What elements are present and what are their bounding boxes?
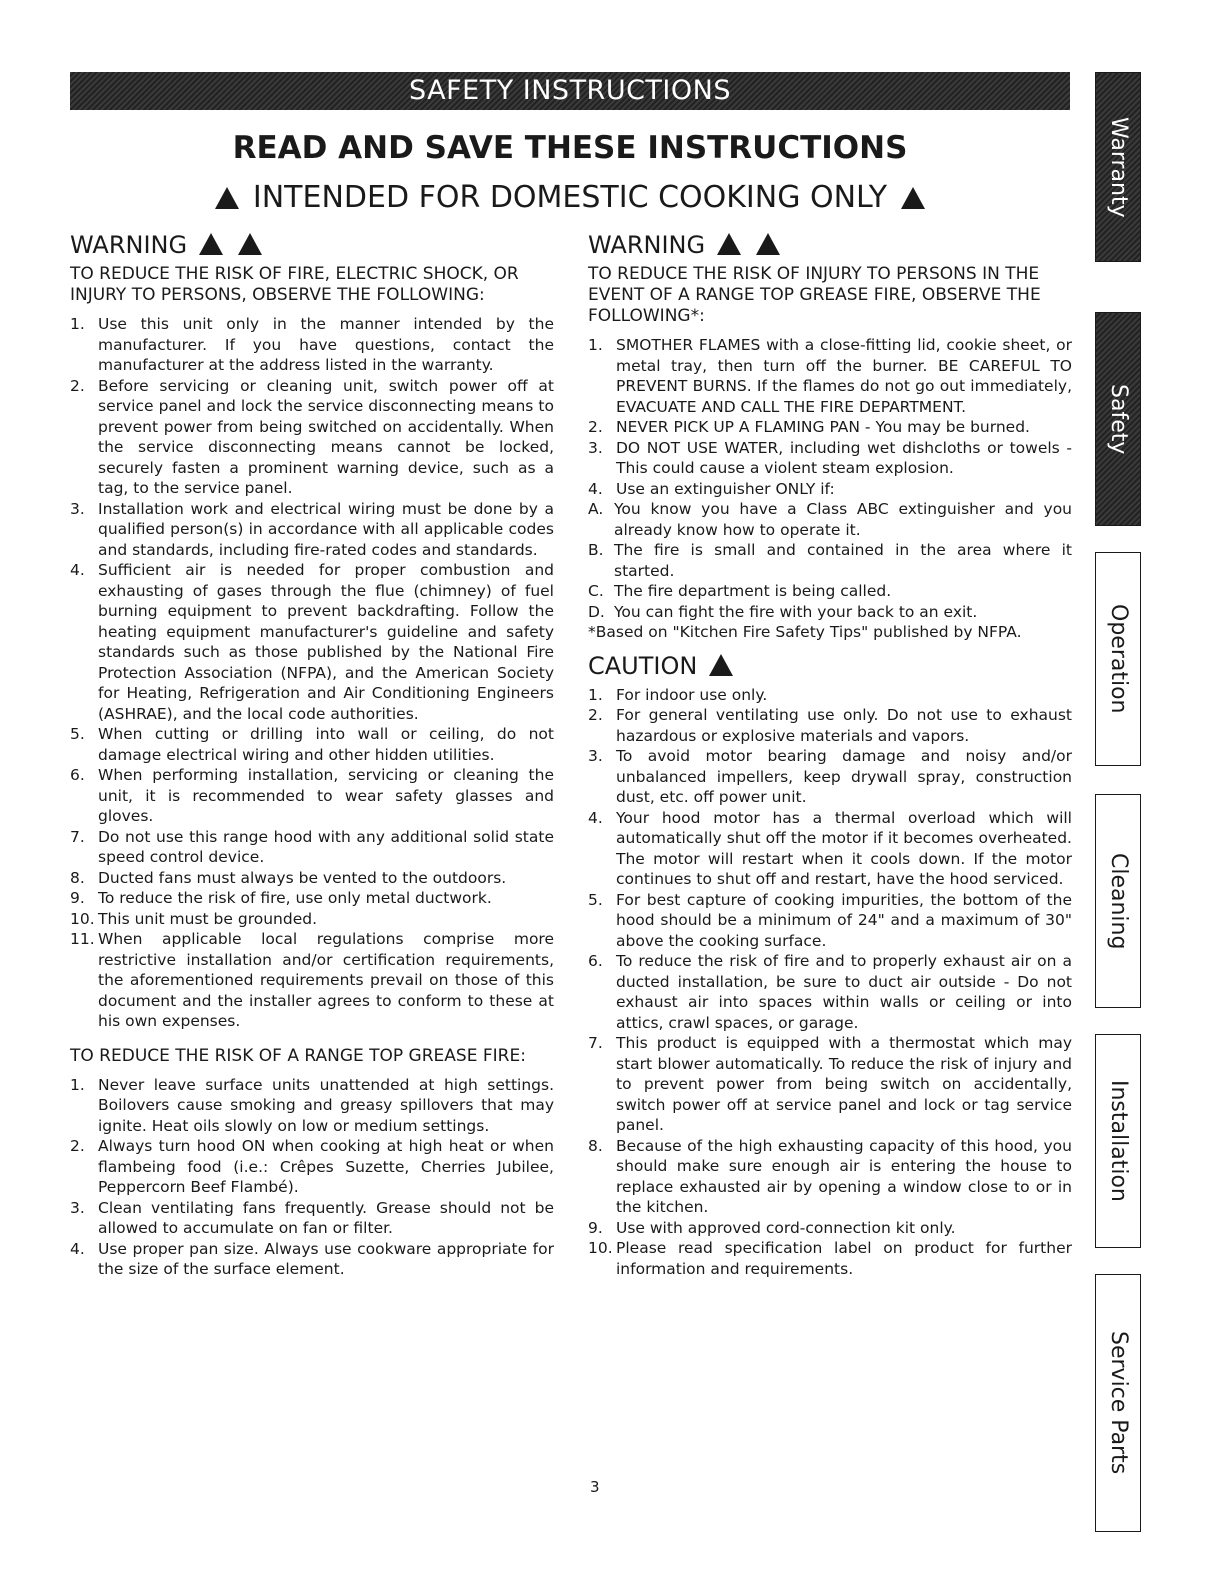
- list-item-text: You can fight the fire with your back to an exit.: [614, 602, 978, 621]
- tab-service-parts[interactable]: [1095, 1274, 1141, 1532]
- list-item-number: 1.: [588, 685, 603, 704]
- list-item-number: 9.: [588, 1218, 603, 1237]
- list-item: [70, 868, 554, 889]
- left-column: [70, 228, 554, 1280]
- list-item-number: 10.: [588, 1239, 613, 1257]
- left-warning-heading: [70, 228, 554, 262]
- list-item: [588, 685, 1072, 706]
- list-item-number: 10.: [70, 909, 95, 928]
- list-item-number: 1.: [70, 315, 85, 333]
- list-item: [70, 499, 554, 561]
- list-item-number: 3.: [70, 1198, 85, 1217]
- list-item-text: For indoor use only.: [616, 685, 768, 704]
- right-warning-intro: TO REDUCE THE RISK OF INJURY TO PERSONS IN THE EVENT OF A RANGE TOP GREASE FIRE, OBSERVE THE FOLLOWING*:: [588, 264, 1041, 326]
- subtitle-text: INTENDED FOR DOMESTIC COOKING ONLY: [252, 180, 888, 215]
- list-item: [70, 765, 554, 827]
- list-item-text: The fire is small and contained in the area where it started.: [614, 541, 1072, 580]
- list-item: [70, 909, 554, 930]
- grease-fire-list: [70, 1075, 554, 1280]
- list-item-number: D.: [588, 602, 605, 621]
- warning-triangle-icon: [717, 233, 741, 255]
- list-item: [70, 724, 554, 765]
- list-item: [70, 929, 554, 1032]
- tab-label: Cleaning: [1106, 852, 1131, 950]
- list-item-number: 2.: [70, 376, 85, 395]
- list-item-text: This unit must be grounded.: [98, 909, 318, 928]
- list-item-number: 2.: [588, 706, 603, 724]
- heading-text: CAUTION: [588, 651, 698, 680]
- list-item: [588, 335, 1072, 417]
- list-item-number: B.: [588, 541, 604, 559]
- warning-triangle-icon: [709, 654, 733, 676]
- list-item-text: Sufficient air is needed for proper combustion and exhausting of gases through the flue (chimney) of fuel burning equipment to prevent backdrafting. Follow the heating equipment manufacturer's guideline and safety standards such as those published by the National Fire Protection Association (NFPA), and the American Society for Heating, Refrigeration and Air Conditioning Engineers (ASHRAE), and the local code authorities.: [98, 561, 554, 723]
- list-item-text: Before servicing or cleaning unit, switch power off at service panel and lock the service disconnecting means to prevent power from being switched on accidentally. When the service disconnecting means cannot be locked, securely fasten a prominent warning device, such as a tag, to the service panel.: [98, 376, 554, 497]
- list-item-number: 7.: [70, 827, 85, 846]
- list-item: [588, 1136, 1072, 1218]
- tab-installation[interactable]: [1095, 1034, 1141, 1248]
- list-item-number: 9.: [70, 889, 85, 907]
- list-item: [588, 705, 1072, 746]
- page-subtitle: [70, 178, 1070, 218]
- list-item: [70, 1198, 554, 1239]
- list-item-number: 11.: [70, 930, 95, 948]
- list-item-text: You know you have a Class ABC extinguisher and you already know how to operate it.: [614, 500, 1072, 539]
- list-item: [588, 890, 1072, 952]
- list-item: [588, 438, 1072, 479]
- list-item-number: 1.: [70, 1075, 85, 1094]
- list-item: [70, 888, 554, 909]
- list-item: [70, 1239, 554, 1280]
- right-warning-list: [588, 335, 1072, 499]
- list-item-number: 4.: [588, 479, 603, 498]
- list-item-text: When performing installation, servicing or cleaning the unit, it is recommended to wear safety glasses and gloves.: [98, 766, 554, 825]
- list-item-text: Please read specification label on product for further information and requirements.: [616, 1239, 1072, 1278]
- list-item: [70, 1075, 554, 1137]
- list-item: [588, 808, 1072, 890]
- list-item-number: 8.: [588, 1136, 603, 1155]
- list-item-number: 3.: [70, 499, 85, 518]
- page-title: READ AND SAVE THESE INSTRUCTIONS: [232, 130, 908, 166]
- list-item: [70, 376, 554, 499]
- list-item-text: Use with approved cord-connection kit only.: [616, 1218, 956, 1237]
- list-item-number: A.: [588, 500, 604, 518]
- right-warning-heading: [588, 228, 1072, 262]
- list-item-number: 4.: [588, 808, 603, 827]
- list-item: [588, 951, 1072, 1033]
- list-item-text: Clean ventilating fans frequently. Grease should not be allowed to accumulate on fan or filter.: [98, 1198, 554, 1237]
- list-item-text: Ducted fans must always be vented to the outdoors.: [98, 868, 507, 887]
- list-item-number: 6.: [70, 766, 85, 784]
- warning-triangle-icon: [199, 233, 223, 255]
- warning-triangle-icon: [215, 187, 239, 209]
- list-item: [70, 827, 554, 868]
- list-item-number: 3.: [588, 747, 603, 765]
- list-item-number: 5.: [70, 725, 85, 743]
- tab-label: Installation: [1106, 1080, 1131, 1202]
- list-item-text: To reduce the risk of fire, use only metal ductwork.: [98, 889, 492, 907]
- list-item: [588, 417, 1072, 438]
- tab-operation[interactable]: [1095, 552, 1141, 766]
- list-item: [588, 540, 1072, 581]
- list-item-text: Do not use this range hood with any additional solid state speed control device.: [98, 827, 554, 866]
- list-item-text: When applicable local regulations comprise more restrictive installation and/or certification requirements, the aforementioned requirements prevail on those of this document and the installer agrees to conform to these at his own expenses.: [98, 930, 554, 1030]
- list-item: [588, 1033, 1072, 1136]
- list-item-text: SMOTHER FLAMES with a close-fitting lid, cookie sheet, or metal tray, then turn off the burner. BE CAREFUL TO PREVENT BURNS. If the flames do not go out immediately, EVACUATE AND CALL THE FIRE DEPARTMENT.: [616, 336, 1072, 416]
- list-item-number: 8.: [70, 868, 85, 887]
- list-item-number: 1.: [588, 336, 603, 354]
- list-item-number: 7.: [588, 1034, 603, 1052]
- list-item: [70, 1136, 554, 1198]
- list-item-number: 3.: [588, 438, 603, 457]
- list-item: [588, 479, 1072, 500]
- list-item-text: When cutting or drilling into wall or ceiling, do not damage electrical wiring and other hidden utilities.: [98, 725, 554, 764]
- section-banner: SAFETY INSTRUCTIONS: [70, 72, 1070, 110]
- warning-triangle-icon: [901, 187, 925, 209]
- heading-text: WARNING: [588, 231, 706, 259]
- page-number: 3: [590, 1478, 600, 1496]
- list-item-number: 6.: [588, 952, 603, 970]
- list-item-text: Your hood motor has a thermal overload which will automatically shut off the motor if it becomes overheated. The motor will restart when it cools down. If the motor continues to shut off and restart, have the hood serviced.: [616, 808, 1072, 888]
- tab-label: Warranty: [1106, 116, 1131, 218]
- list-item-text: To reduce the risk of fire and to properly exhaust air on a ducted installation, be sure to duct air outside - Do not exhaust air into spaces within walls or ceiling or into attics, crawl spaces, or garage.: [616, 952, 1072, 1032]
- shock-warning-icon: [238, 233, 262, 255]
- list-item-text: Use this unit only in the manner intended by the manufacturer. If you have questions, contact the manufacturer at the address listed in the warranty.: [98, 315, 554, 374]
- list-item-number: 4.: [70, 561, 85, 579]
- list-item-text: Because of the high exhausting capacity of this hood, you should make sure enough air is entering the house to replace exhausted air by opening a window close to or in the kitchen.: [616, 1136, 1072, 1216]
- list-item-text: Installation work and electrical wiring must be done by a qualified person(s) in accordance with all applicable codes and standards, including fire-rated codes and standards.: [98, 499, 554, 559]
- tab-label: Safety: [1106, 383, 1131, 455]
- list-item-number: 4.: [70, 1239, 85, 1258]
- right-column: [588, 228, 1072, 1279]
- list-item-number: C.: [588, 582, 604, 600]
- left-warning-intro: TO REDUCE THE RISK OF FIRE, ELECTRIC SHOCK, OR INJURY TO PERSONS, OBSERVE THE FOLLOWING:: [70, 264, 519, 305]
- fire-warning-icon: [756, 233, 780, 255]
- list-item-number: 2.: [70, 1137, 85, 1155]
- left-warning-list: [70, 314, 554, 1032]
- tab-safety[interactable]: [1095, 312, 1141, 526]
- list-item-text: Use an extinguisher ONLY if:: [616, 479, 835, 498]
- grease-fire-intro: TO REDUCE THE RISK OF A RANGE TOP GREASE FIRE:: [70, 1045, 526, 1066]
- list-item-text: To avoid motor bearing damage and noisy and/or unbalanced impellers, keep drywall spray, construction dust, etc. off power unit.: [616, 747, 1072, 806]
- list-item-text: For best capture of cooking impurities, the bottom of the hood should be a minimum of 24" and a maximum of 30" above the cooking surface.: [616, 890, 1072, 950]
- list-item: [588, 746, 1072, 808]
- list-item-text: For general ventilating use only. Do not use to exhaust hazardous or explosive materials and vapors.: [616, 706, 1072, 745]
- tab-warranty[interactable]: [1095, 72, 1141, 262]
- list-item: [588, 602, 1072, 623]
- list-item-text: This product is equipped with a thermostat which may start blower automatically. To reduce the risk of injury and to prevent power from being switch on accidentally, switch power off at service panel and lock or tag service panel.: [616, 1034, 1072, 1134]
- list-item-text: The fire department is being called.: [614, 582, 892, 600]
- nfpa-footnote: *Based on "Kitchen Fire Safety Tips" published by NFPA.: [588, 623, 1022, 641]
- list-item-text: Use proper pan size. Always use cookware appropriate for the size of the surface element.: [98, 1239, 554, 1278]
- list-item: [70, 560, 554, 724]
- list-item-text: Never leave surface units unattended at high settings. Boilovers cause smoking and greasy spillovers that may ignite. Heat oils slowly on low or medium settings.: [98, 1075, 554, 1135]
- list-item-text: Always turn hood ON when cooking at high heat or when flambeing food (i.e.: Crêpes Suzette, Cherries Jubilee, Peppercorn Beef Flambé).: [98, 1137, 554, 1196]
- list-item-text: NEVER PICK UP A FLAMING PAN - You may be burned.: [616, 418, 1030, 436]
- list-item: [588, 581, 1072, 602]
- list-item-number: 5.: [588, 890, 603, 909]
- tab-label: Service Parts: [1106, 1331, 1131, 1475]
- list-item: [588, 1238, 1072, 1279]
- list-item-text: DO NOT USE WATER, including wet dishcloths or towels - This could cause a violent steam explosion.: [616, 438, 1072, 477]
- list-item-number: 2.: [588, 418, 603, 436]
- tab-label: Operation: [1106, 604, 1131, 714]
- heading-text: WARNING: [70, 231, 188, 259]
- caution-heading: [588, 649, 1072, 683]
- list-item: [588, 499, 1072, 540]
- tab-cleaning[interactable]: [1095, 794, 1141, 1008]
- caution-list: [588, 685, 1072, 1280]
- extinguisher-conditions-list: [588, 499, 1072, 622]
- list-item: [70, 314, 554, 376]
- list-item: [588, 1218, 1072, 1239]
